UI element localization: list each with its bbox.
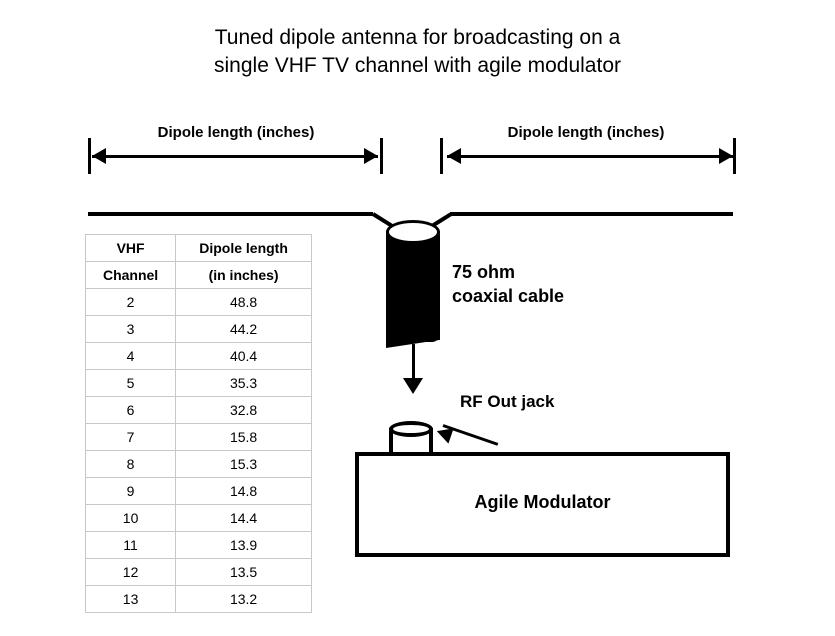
cell-channel: 8 — [86, 451, 176, 478]
table-row — [86, 424, 312, 451]
table-header-row-1 — [86, 235, 312, 262]
left-dimension-tick-start — [88, 138, 91, 174]
table-row — [86, 343, 312, 370]
cell-channel: 12 — [86, 559, 176, 586]
left-dimension-label: Dipole length (inches) — [157, 124, 315, 141]
table-row — [86, 451, 312, 478]
cell-channel: 10 — [86, 505, 176, 532]
left-dimension-arrowhead-start — [92, 148, 106, 164]
title-line-1: Tuned dipole antenna for broadcasting on a — [214, 26, 621, 49]
header-vhf: VHF — [86, 235, 176, 262]
rf-out-jack-label: RF Out jack — [460, 392, 555, 411]
header-channel: Channel — [86, 262, 176, 289]
cell-channel: 2 — [86, 289, 176, 316]
cell-channel: 13 — [86, 586, 176, 613]
table-row — [86, 289, 312, 316]
header-units: (in inches) — [176, 262, 312, 289]
cell-length: 14.4 — [176, 505, 312, 532]
connection-arrow-head-icon — [403, 378, 423, 394]
right-dimension-tick-start — [440, 138, 443, 174]
table-row — [86, 505, 312, 532]
right-dimension-arrowhead-start — [447, 148, 461, 164]
right-dimension-tick-end — [733, 138, 736, 174]
table-row — [86, 478, 312, 505]
right-dimension-label: Dipole length (inches) — [507, 124, 665, 141]
left-dimension-arrowhead-end — [364, 148, 378, 164]
right-dimension-arrowhead-end — [719, 148, 733, 164]
rf-out-pointer-arrowhead-icon — [434, 424, 453, 444]
coaxial-cable-body — [386, 232, 440, 342]
cell-length: 15.8 — [176, 424, 312, 451]
left-dimension-tick-end — [380, 138, 383, 174]
left-dimension-line — [92, 155, 378, 158]
coax-caption-line-2: coaxial cable — [452, 286, 565, 306]
table-row — [86, 532, 312, 559]
header-dipole-length: Dipole length — [176, 235, 312, 262]
cell-length: 40.4 — [176, 343, 312, 370]
cell-length: 48.8 — [176, 289, 312, 316]
coaxial-cable-caption — [452, 260, 564, 308]
table-row — [86, 370, 312, 397]
title-line-2: single VHF TV channel with agile modulator — [214, 54, 621, 77]
cell-length: 13.5 — [176, 559, 312, 586]
table-body — [86, 289, 312, 613]
table-row — [86, 316, 312, 343]
cell-length: 15.3 — [176, 451, 312, 478]
cell-length: 13.9 — [176, 532, 312, 559]
table-row — [86, 559, 312, 586]
rf-out-jack-top-ellipse — [389, 421, 433, 437]
coaxial-cable-top-ellipse — [386, 220, 440, 244]
table-row — [86, 586, 312, 613]
cell-channel: 9 — [86, 478, 176, 505]
table-header-row-2 — [86, 262, 312, 289]
cell-channel: 7 — [86, 424, 176, 451]
page-title — [0, 24, 835, 80]
table-header — [86, 235, 312, 289]
cell-length: 13.2 — [176, 586, 312, 613]
coax-caption-line-1: 75 ohm — [452, 262, 516, 282]
cell-length: 14.8 — [176, 478, 312, 505]
cell-channel: 5 — [86, 370, 176, 397]
dipole-length-table — [85, 234, 312, 613]
antenna-wire-left — [88, 212, 373, 216]
antenna-wire-right — [450, 212, 733, 216]
cell-length: 44.2 — [176, 316, 312, 343]
cell-channel: 4 — [86, 343, 176, 370]
cell-channel: 3 — [86, 316, 176, 343]
cell-length: 35.3 — [176, 370, 312, 397]
right-dimension-line — [447, 155, 733, 158]
cell-channel: 6 — [86, 397, 176, 424]
agile-modulator-label: Agile Modulator — [474, 492, 611, 512]
table-row — [86, 397, 312, 424]
cell-channel: 11 — [86, 532, 176, 559]
cell-length: 32.8 — [176, 397, 312, 424]
connection-arrow-shaft — [412, 344, 415, 380]
